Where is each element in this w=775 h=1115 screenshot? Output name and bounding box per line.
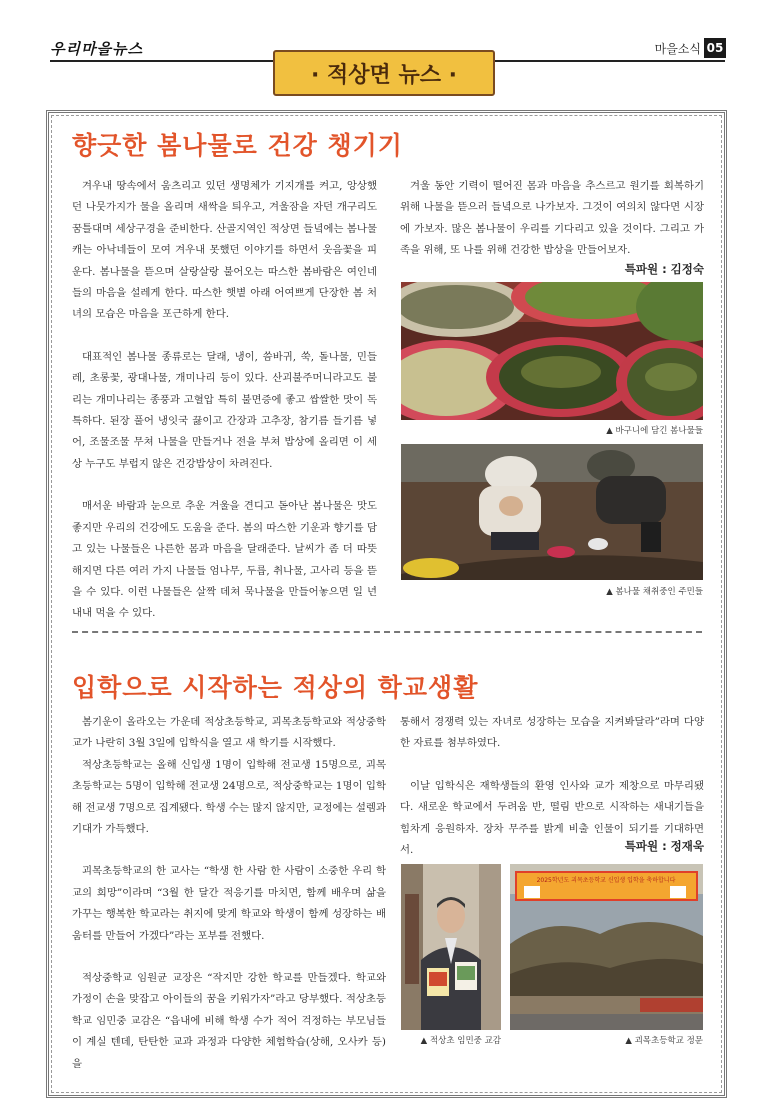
- article2-paragraph: 괴목초등학교의 한 교사는 “학생 한 사람 한 사람이 소중한 우리 학교의 희망”이라며 “3월 한 달간 적응기를 마치면, 함께 배우며 삶을 가꾸는 행복한 학교라는 취지에 맞게 학교와 학생이 함께 성장하는 배움터를 만들어 가겠다”라는 포부를 전했다.: [72, 865, 386, 942]
- article2-paragraph: 이날 입학식은 재학생들의 환영 인사와 교가 제창으로 마무리됐다. 새로운 학교에서 두려움 반, 떨림 반으로 시작하는 새내기들을 힘차게 응원하자. 장차 무주를 밝게 비출 인물이 되기를 기대하면서.: [400, 779, 704, 857]
- article2-paragraph: 통해서 경쟁력 있는 자녀로 성장하는 모습을 지켜봐달라”라며 다양한 자료를 첨부하였다.: [400, 716, 704, 750]
- photo-caption: ▲ 괴목초등학교 정문: [625, 1036, 703, 1046]
- article1-paragraph: 겨우내 땅속에서 움츠리고 있던 생명체가 기지개를 켜고, 앙상했던 나뭇가지가 물을 올리며 새싹을 틔우고, 겨울잠을 자던 개구리도 꿈틀대며 세상구경을 준비한다. 산골지역인 적상면 들녘에는 봄나물 캐는 아낙네들이 모여 겨우내 못했던 이야기를 하면서 웃음꽃을 피운다. 봄나물을 뜯으며 살랑살랑 불어오는 따스한 봄바람은 여인네들의 마음을 설레게 한다. 따스한 햇볕 아래 어여쁘게 단장한 봄 처녀의 모습은 마음을 포근하게 한다.: [72, 180, 377, 321]
- article1-paragraph: 매서운 바람과 눈으로 추운 겨울을 견디고 돋아난 봄나물은 맛도 좋지만 우리의 건강에도 도움을 준다. 봄의 따스한 기운과 향기를 담고 있는 나물들은 나른한 몸과 마음을 달래준다. 날씨가 좀 더 따뜻해지면 다른 여러 가지 나물들 엄나무, 두릅, 취나물, 고사리 등을 뜯을 수 있다. 이런 나물들은 살짝 데쳐 묵나물을 만들어놓으면 일 년 내내 먹을 수 있다.: [72, 500, 377, 620]
- page-number: 05: [704, 38, 726, 58]
- article1-reporter: 특파원 : 김정숙: [624, 262, 704, 276]
- section-label: 마을소식: [654, 42, 701, 56]
- article2-title: 입학으로 시작하는 적상의 학교생활: [72, 673, 479, 702]
- article1-paragraph: 대표적인 봄나물 종류로는 달래, 냉이, 씀바귀, 쑥, 돌나물, 민들레, 초롱꽃, 광대나물, 개미나리 등이 있다. 산괴불주머니라고도 불리는 개미나리는 종풍과 고혈압 특히 불면증에 좋고 쌉쌀한 맛이 독특하다. 된장 풀어 냉잇국 끓이고 간장과 고추장, 참기름 들기름 넣어, 조물조물 무쳐 나물을 만들거나 전을 부쳐 밥상에 올리면 이 세상 누구도 부럽지 않은 건강밥상이 차려진다.: [72, 350, 377, 470]
- photo-caption: ▲ 봄나물 채취중인 주민들: [606, 587, 703, 597]
- photo-school-gate: [510, 864, 703, 1030]
- article1-title: 향긋한 봄나물로 건강 챙기기: [72, 131, 403, 160]
- banner-text-line: 2025학년도 괴목초등학교 신입생 입학을 축하합니다: [536, 877, 676, 884]
- photo-greens-baskets: [401, 282, 703, 420]
- photo-vice-principal: [401, 864, 501, 1030]
- article1-left-column: [72, 176, 377, 625]
- section-banner: · 적상면 뉴스 ·: [273, 50, 495, 96]
- photo-residents-foraging: [401, 444, 703, 580]
- photo-caption: ▲ 적상초 임민중 교감: [420, 1036, 501, 1046]
- article2-left-column: [72, 712, 386, 1075]
- article1-paragraph: 겨울 동안 기력이 떨어진 몸과 마음을 추스르고 원기를 회복하기 위해 나물을 뜯으러 들녘으로 나가보자. 그것이 여의치 않다면 시장에 가보자. 많은 봄나물이 우리를 기다리고 있을 것이다. 그리고 가족을 위해, 또 나를 위해 건강한 밥상을 만들어보자.: [400, 180, 704, 257]
- section-divider: [72, 631, 702, 636]
- article2-paragraph: 봄기운이 올라오는 가운데 적상초등학교, 괴목초등학교와 적상중학교가 나란히 3월 3일에 입학식을 열고 새 학기를 시작했다.: [72, 716, 386, 750]
- photo-caption: ▲ 바구니에 담긴 봄나물들: [606, 426, 703, 436]
- article2-paragraph: 적상초등학교는 올해 신입생 1명이 입학해 전교생 15명으로, 괴목초등학교는 5명이 입학해 전교생 24명으로, 적상중학교는 1명이 입학해 전교생 7명으로 집계됐다. 학생 수는 많지 않지만, 교정에는 설렘과 기대가 가득했다.: [72, 758, 386, 836]
- article1-right-column: [400, 176, 704, 262]
- article2-reporter: 특파원 : 정재욱: [624, 839, 704, 853]
- brand-logo: 우리마을뉴스: [50, 40, 143, 58]
- article2-paragraph: 적상중학교 임원균 교장은 “작지만 강한 학교를 만들겠다. 학교와 가정이 손을 맞잡고 아이들의 꿈을 키워가자”라고 당부했다. 적상초등학교 임민중 교감은 “읍내에 비해 학생 수가 적어 걱정하는 부모님들이 계실 텐데, 탄탄한 교과 과정과 다양한 체험학습(상해, 오사카 등)을: [72, 972, 386, 1070]
